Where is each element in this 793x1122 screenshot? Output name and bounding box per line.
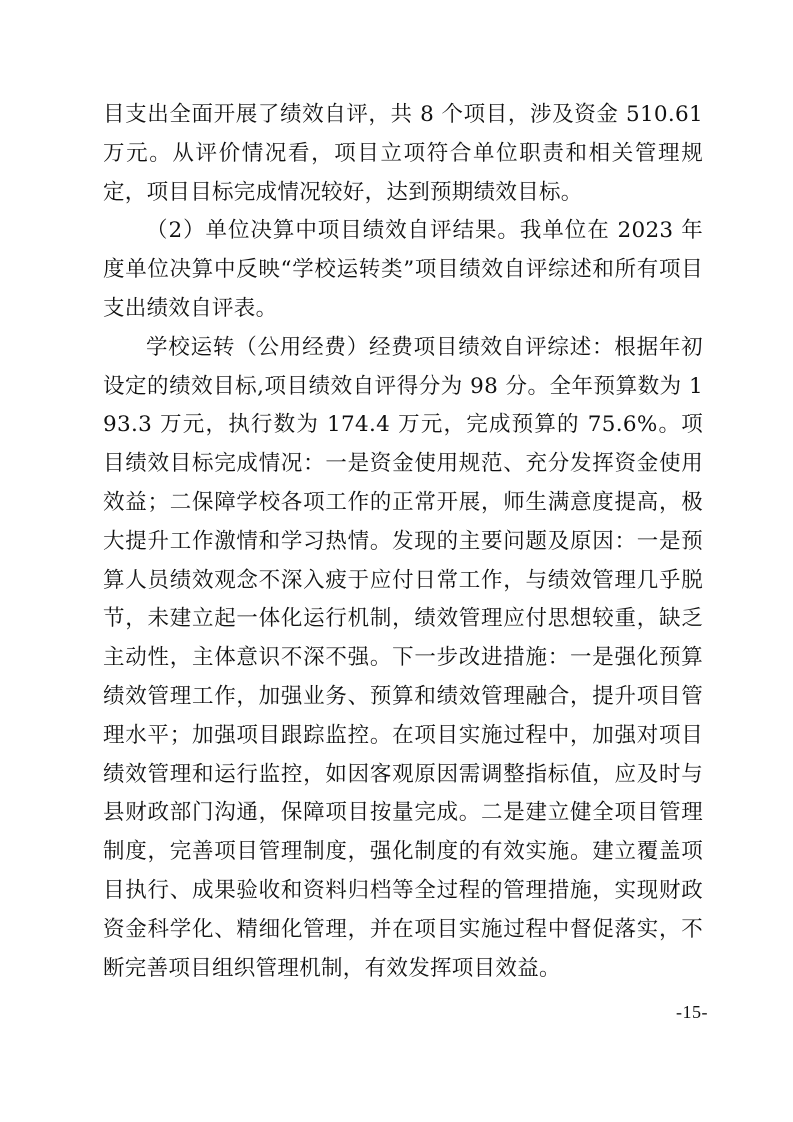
paragraph-school-operation-review: 学校运转（公用经费）经费项目绩效自评综述：根据年初设定的绩效目标,项目绩效自评得分为 98 分。全年预算数为 193.3 万元，执行数为 174.4 万元，完成预算的 75.6%。项目绩效目标完成情况：一是资金使用规范、充分发挥资金使用效益；二保障学校各项工作的正常开展，师生满意度提高，极大提升工作激情和学习热情。发现的主要问题及原因：一是预算人员绩效观念不深入疲于应付日常工作，与绩效管理几乎脱节，未建立起一体化运行机制，绩效管理应付思想较重，缺乏主动性，主体意识不深不强。下一步改进措施：一是强化预算绩效管理工作，加强业务、预算和绩效管理融合，提升项目管理水平；加强项目跟踪监控。在项目实施过程中，加强对项目绩效管理和运行监控，如因客观原因需调整指标值，应及时与县财政部门沟通，保障项目按量完成。二是建立健全项目管理制度，完善项目管理制度，强化制度的有效实施。建立覆盖项目执行、成果验收和资料归档等全过程的管理措施，实现财政资金科学化、精细化管理，并在项目实施过程中督促落实，不断完善项目组织管理机制，有效发挥项目效益。 [103,334,703,981]
paragraph-final-accounts-result: （2）单位决算中项目绩效自评结果。我单位在 2023 年度单位决算中反映“学校运转类”项目绩效自评综述和所有项目支出绩效自评表。 [103,218,703,321]
document-body [103,96,703,988]
paragraph-summary: 目支出全面开展了绩效自评，共 8 个项目，涉及资金 510.61 万元。从评价情况看，项目立项符合单位职责和相关管理规定，项目目标完成情况较好，达到预期绩效目标。 [103,102,703,205]
page-number: -15- [676,1002,708,1022]
